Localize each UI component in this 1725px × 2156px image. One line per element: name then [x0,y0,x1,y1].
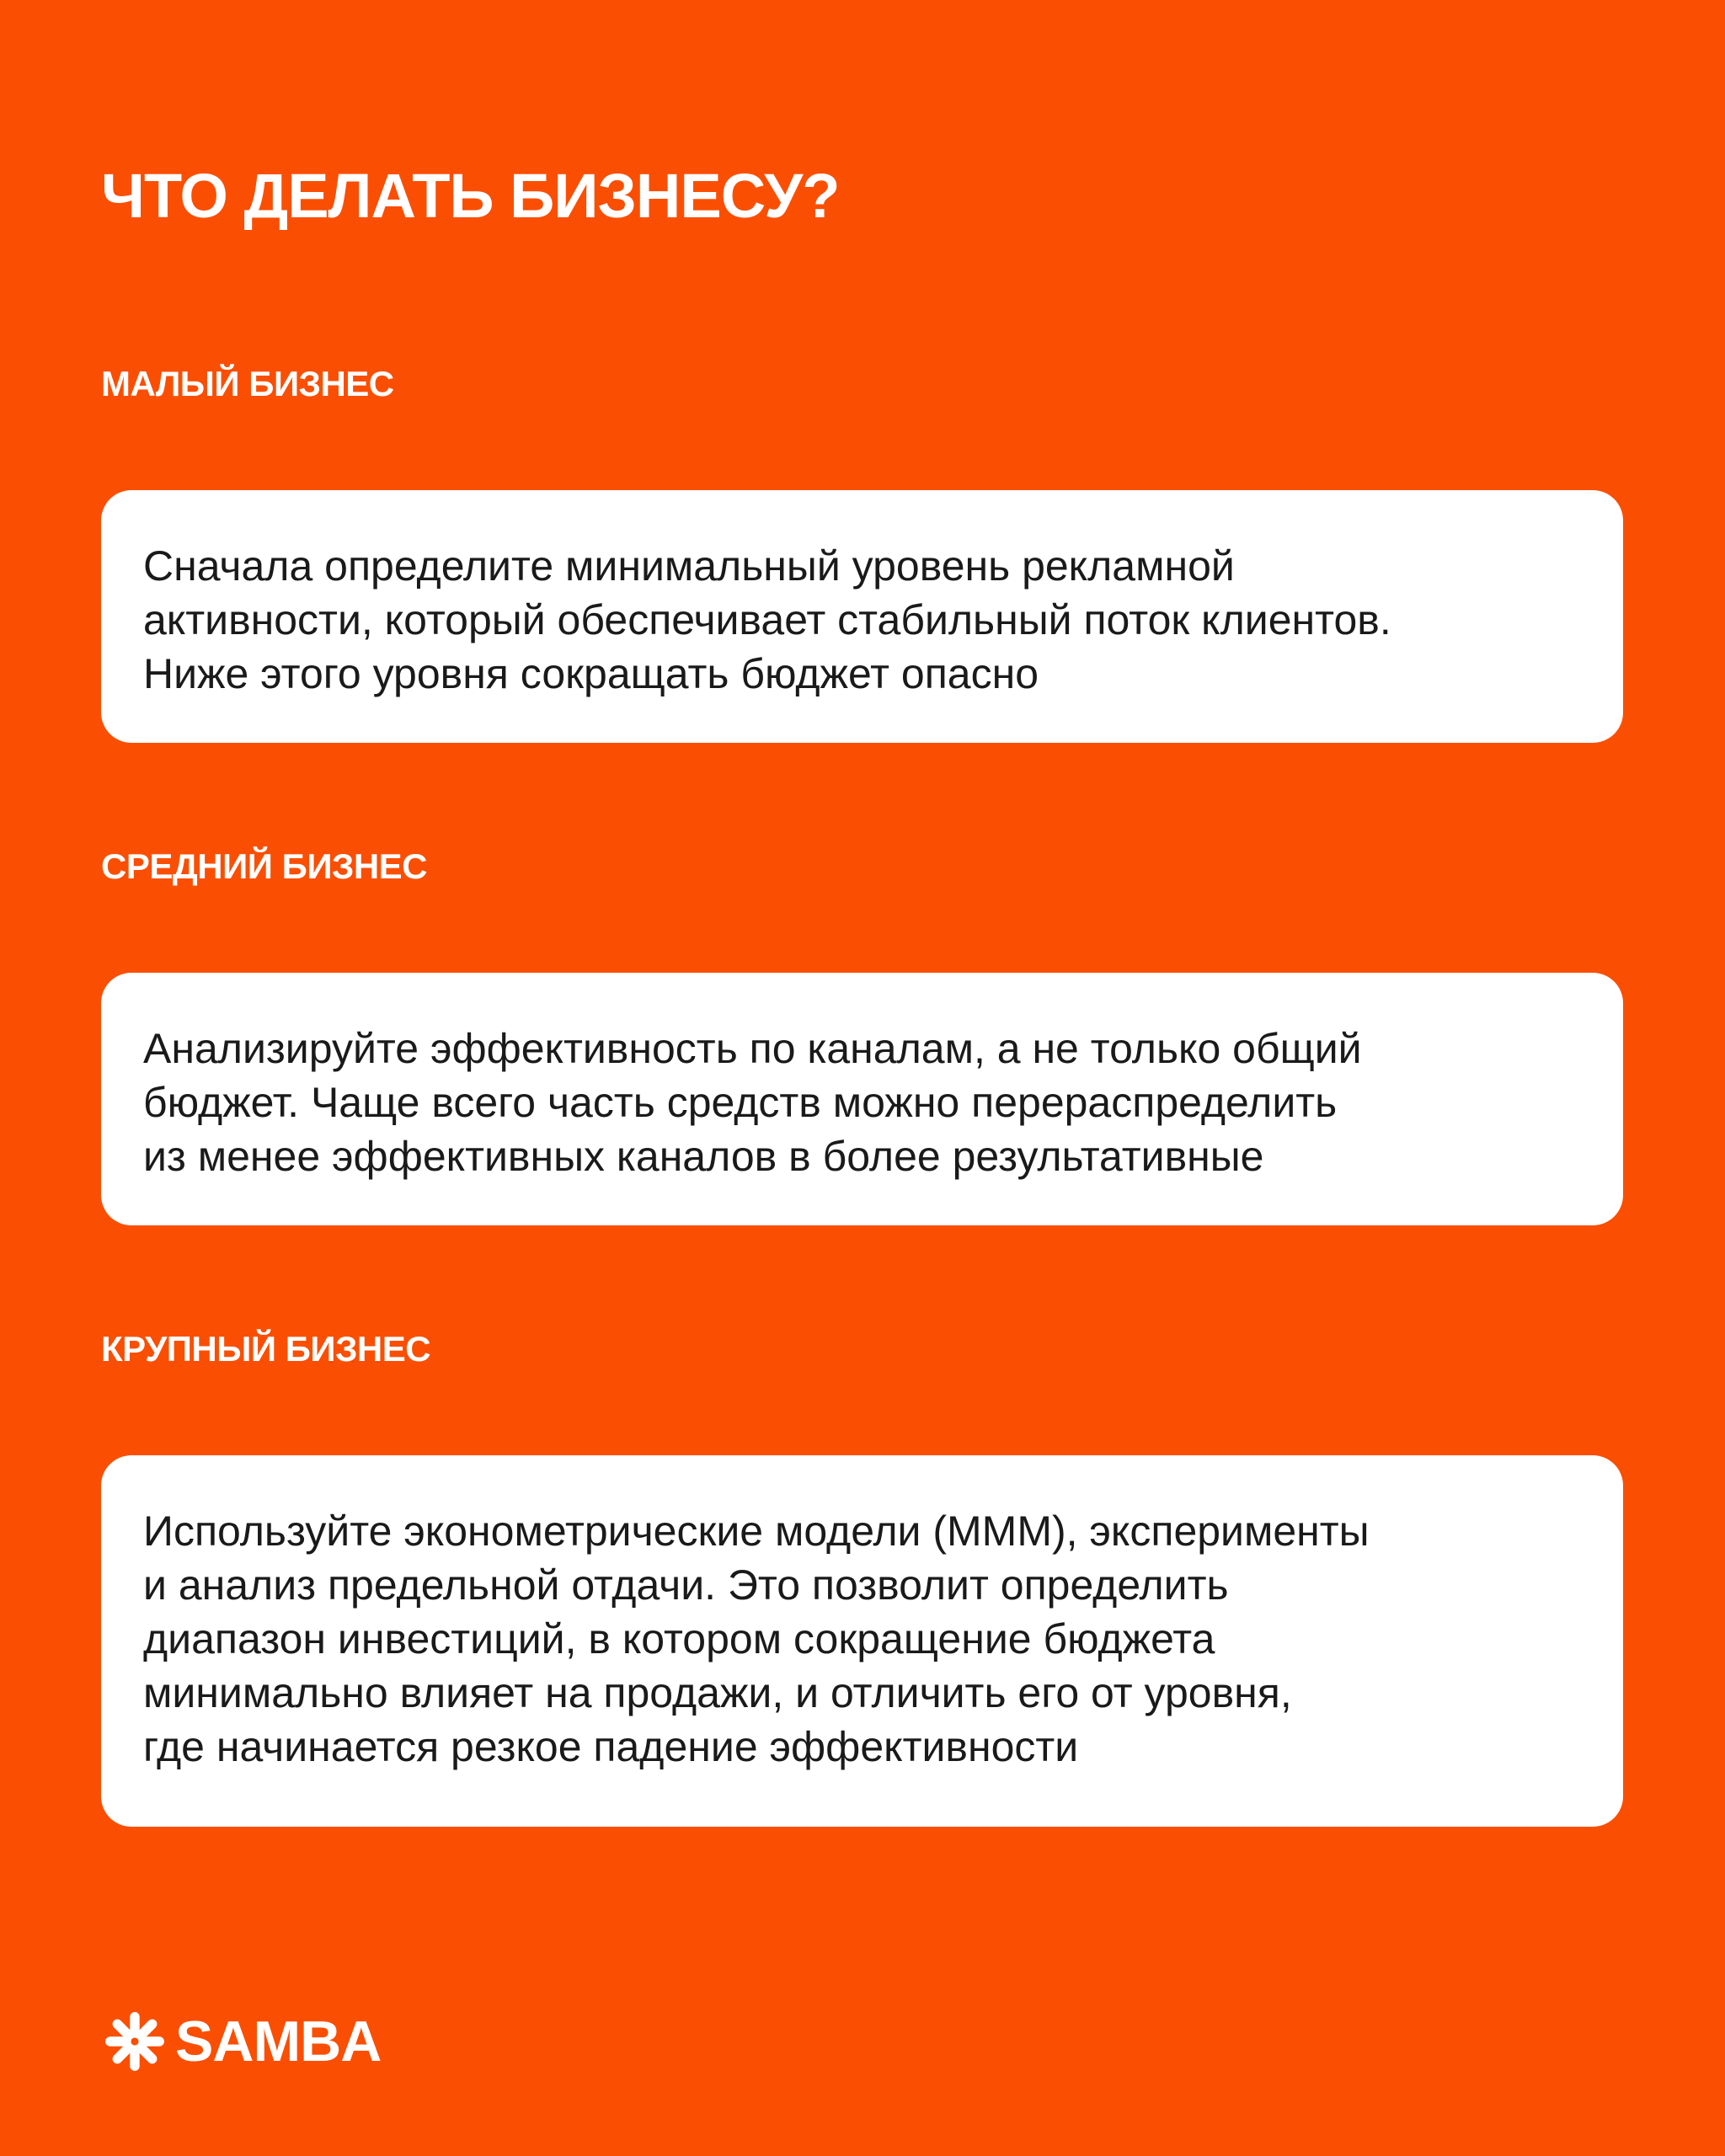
section-label-large-business: КРУПНЫЙ БИЗНЕС [101,1329,431,1369]
advice-card-large-business [101,1455,1623,1827]
advice-text-small-business: Сначала определите минимальный уровень рекламной активности, который обеспечивает стабильный поток клиентов. Ниже этого уровня сокращать бюджет опасно [143,542,1391,697]
brand-logo [103,2009,381,2073]
advice-card-small-business [101,490,1623,743]
section-label-small-business: МАЛЫЙ БИЗНЕС [101,364,394,403]
advice-text-medium-business: Анализируйте эффективность по каналам, а не только общий бюджет. Чаще всего часть средств можно перераспределить из менее эффективных каналов в более результативные [143,1025,1362,1180]
advice-text-large-business: Используйте эконометрические модели (MMM), эксперименты и анализ предельной отдачи. Это позволит определить диапазон инвестиций, в котором сокращение бюджета минимально влияет на продажи, и отличить его от уровня, где начинается резкое падение эффективности [143,1508,1370,1770]
section-label-medium-business: СРЕДНИЙ БИЗНЕС [101,846,428,886]
advice-card-medium-business [101,973,1623,1225]
brand-name: SAMBA [175,2009,382,2073]
asterisk-icon [103,2009,167,2073]
page-title: ЧТО ДЕЛАТЬ БИЗНЕСУ? [101,161,840,231]
